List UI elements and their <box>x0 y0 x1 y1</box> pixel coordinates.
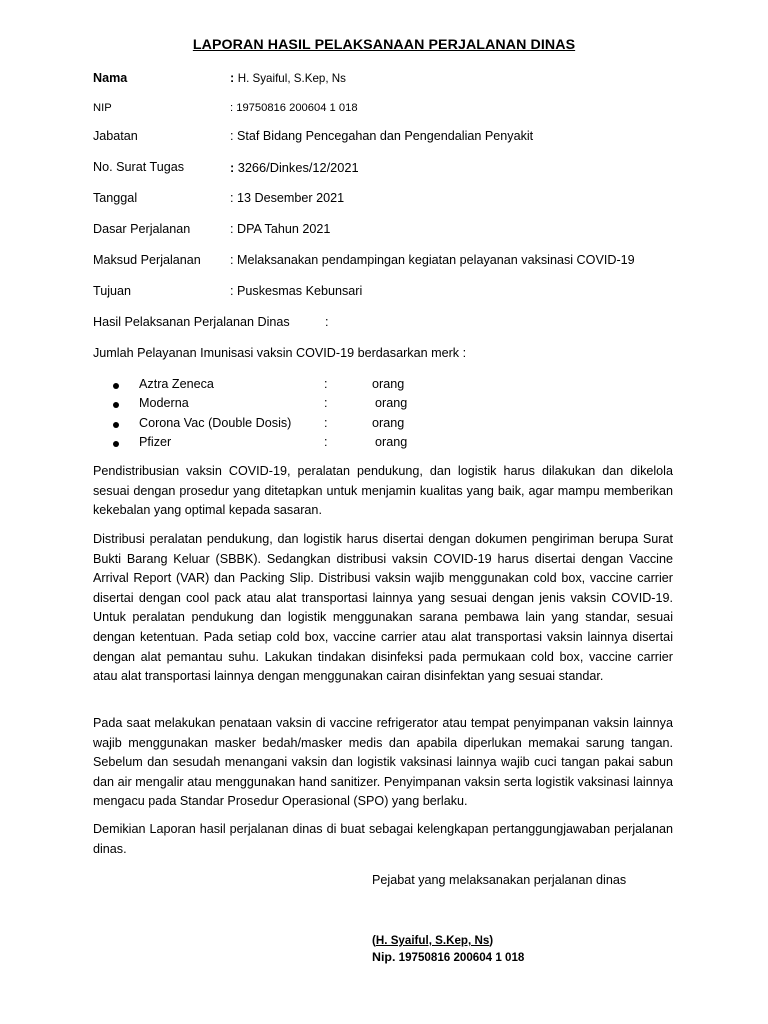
signature-nip-label: Nip. <box>372 950 396 964</box>
field-label: Dasar Perjalanan <box>93 222 191 236</box>
field-label: Maksud Perjalanan <box>93 253 201 267</box>
vaccine-name: Aztra Zeneca <box>139 377 214 391</box>
field-value <box>230 71 346 85</box>
bullet-dot-icon <box>113 402 119 408</box>
paragraph-penutup: Demikian Laporan hasil perjalanan dinas di buat sebagai kelengkapan pertanggungjawaban perjalanan dinas. <box>93 822 673 856</box>
bullet-dot-icon <box>113 441 119 447</box>
field-tanggal <box>93 191 713 209</box>
field-nama <box>93 71 713 89</box>
vaccine-intro: Jumlah Pelayanan Imunisasi vaksin COVID-19 berdasarkan merk : <box>93 346 467 360</box>
signature-nip-value: 19750816 200604 1 018 <box>398 951 525 964</box>
field-maksud-perjalanan <box>93 253 713 271</box>
bullet-dot-icon <box>113 383 119 389</box>
signature-name-text: H. Syaiful, S.Kep, Ns <box>375 934 490 947</box>
vaccine-colon: : <box>324 396 328 411</box>
field-value: : 13 Desember 2021 <box>230 191 345 205</box>
field-value-text: H. Syaiful, S.Kep, Ns <box>237 72 346 85</box>
field-value: : DPA Tahun 2021 <box>230 222 331 236</box>
field-label: No. Surat Tugas <box>93 160 185 174</box>
field-tujuan <box>93 284 713 302</box>
vaccine-colon: : <box>324 434 328 449</box>
field-label: Tujuan <box>93 284 132 298</box>
bullet-dot-icon <box>113 422 119 428</box>
vaccine-unit: orang <box>372 415 405 430</box>
field-value: : 19750816 200604 1 018 <box>230 102 358 114</box>
signature-name: (H. Syaiful, S.Kep, Ns) <box>372 934 494 947</box>
field-no-surat-tugas <box>93 160 713 178</box>
list-item <box>110 435 510 454</box>
paragraph-distribusi: Pendistribusian vaksin COVID-19, peralatan pendukung, dan logistik harus dilakukan dan dikelola sesuai dengan prosedur yang ditetapkan untuk menjamin kualitas yang baik, agar mampu memberikan kekebalan yang optimal kepada sasaran. <box>93 464 673 518</box>
vaccine-colon: : <box>324 377 328 391</box>
field-value-text: 3266/Dinkes/12/2021 <box>237 160 359 175</box>
field-value: : Staf Bidang Pencegahan dan Pengendalian Penyakit <box>230 129 534 143</box>
vaccine-unit: orang <box>372 377 405 391</box>
field-nip <box>93 102 713 120</box>
vaccine-unit: orang <box>375 434 408 449</box>
vaccine-name: Moderna <box>139 396 189 411</box>
hasil-colon: : <box>325 315 329 329</box>
paragraph-penataan: Pada saat melakukan penataan vaksin di vaccine refrigerator atau tempat penyimpanan vaksin lainnya wajib menggunakan masker bedah/masker medis dan apabila diperlukan memakai sarung tangan. Sebelum dan sesudah menangani vaksin dan logistik vaksinasi lainnya wajib cuci tangan pakai sabun dan air mengalir atau menggunakan hand sanitizer. Penyimpanan vaksin serta logistik vaksinasi lainnya mengacu pada Standar Prosedur Operasional (SPO) yang berlaku. <box>93 716 673 809</box>
signature-nip <box>372 950 524 964</box>
field-jabatan <box>93 129 713 147</box>
document-title: LAPORAN HASIL PELAKSANAAN PERJALANAN DINAS <box>192 37 576 53</box>
field-label: Tanggal <box>93 191 138 205</box>
hasil-heading <box>93 315 329 329</box>
vaccine-unit: orang <box>375 396 408 411</box>
field-label: NIP <box>93 102 112 114</box>
signature-title: Pejabat yang melaksanakan perjalanan dinas <box>372 873 627 887</box>
vaccine-colon: : <box>324 415 328 430</box>
field-label: Nama <box>93 71 128 85</box>
field-label: Jabatan <box>93 129 138 143</box>
list-item <box>110 416 510 435</box>
field-value: : Puskesmas Kebunsari <box>230 284 363 298</box>
vaccine-list <box>110 377 510 454</box>
field-value <box>230 160 359 175</box>
field-value: : Melaksanakan pendampingan kegiatan pelayanan vaksinasi COVID-19 <box>230 253 635 267</box>
field-dasar-perjalanan <box>93 222 713 240</box>
paragraph-dokumen: Distribusi peralatan pendukung, dan logistik harus disertai dengan dokumen pengiriman berupa Surat Bukti Barang Keluar (SBBK). Sedangkan distribusi vaksin COVID-19 harus disertai dengan Vaccine Arrival Report (VAR) dan Packing Slip. Distribusi vaksin wajib menggunakan cold box, vaccine carrier disertai dengan cool pack atau alat transportasi lainnya yang sesuai dengan jenis vaksin COVID-19. Untuk peralatan pendukung dan logistik menggunakan sarana pembawa lain yang standar, sesuai dengan ketentuan. Pada setiap cold box, vaccine carrier atau alat transportasi vaksin lainnya disertai dengan alat pemantau suhu. Lakukan tindakan disinfeksi pada permukaan cold box, vaccine carrier atau alat transportasi lainnya dengan menggunakan cairan disinfektan yang sesuai standar. <box>93 532 673 684</box>
vaccine-name: Pfizer <box>139 434 172 449</box>
field-colon: : <box>230 71 235 85</box>
field-colon: : <box>230 161 235 175</box>
list-item <box>110 396 510 415</box>
hasil-label: Hasil Pelaksanan Perjalanan Dinas <box>93 315 290 329</box>
list-item <box>110 377 510 396</box>
vaccine-name: Corona Vac (Double Dosis) <box>139 415 292 430</box>
